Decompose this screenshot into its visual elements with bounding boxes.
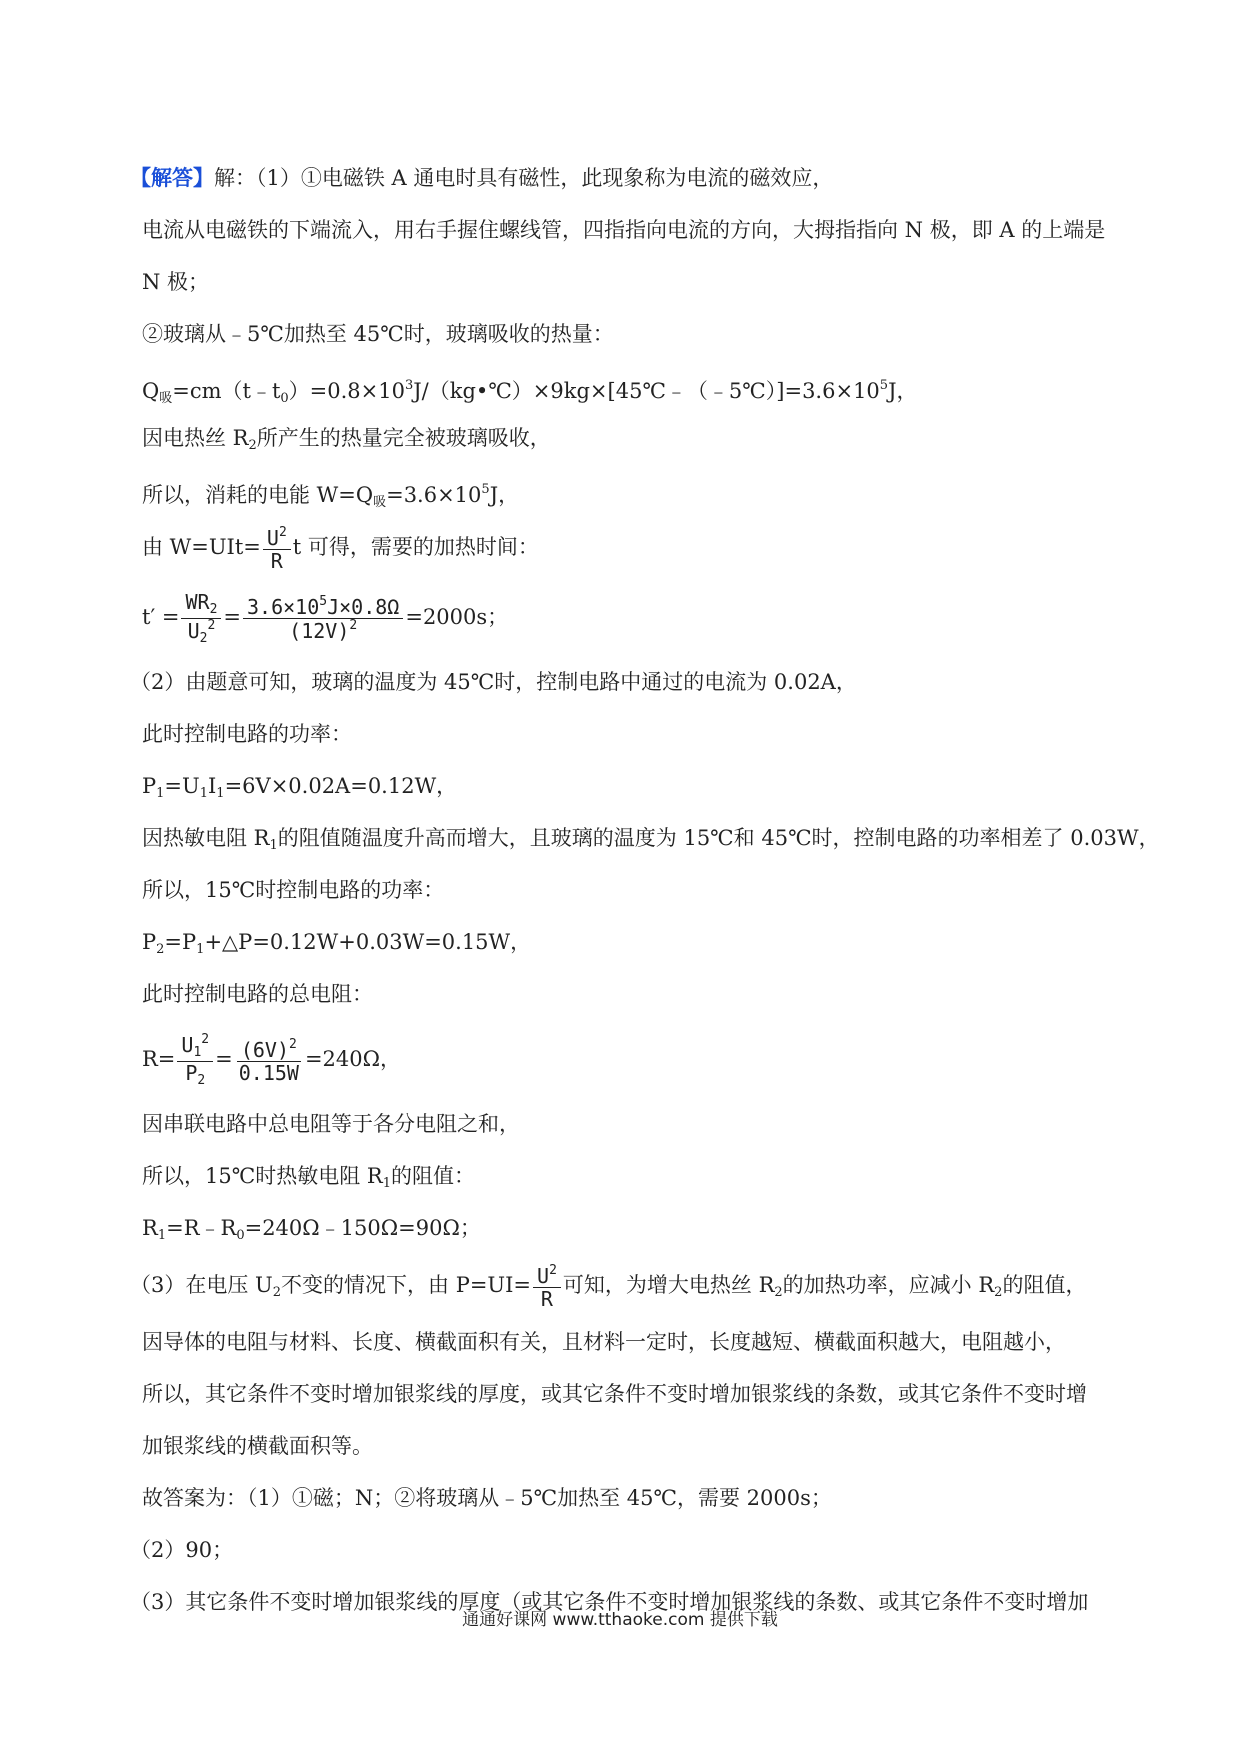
answer-summary-1: 故答案为：（1）①磁；N；②将玻璃从﹣5℃加热至 45℃，需要 2000s；	[142, 1486, 832, 1510]
solution-line-14: 所以，15℃时控制电路的功率：	[142, 878, 445, 902]
work-formula-line: 由 W=UIt= $\frac{U^2}{R}$ t 可得，需要的加热时间：	[142, 524, 539, 573]
solution-line-2: 电流从电磁铁的下端流入，用右手握住螺线管，四指指向电流的方向，大拇指指向 N 极，即 A 的上端是	[142, 218, 1106, 242]
solution-line-16: 此时控制电路的总电阻：	[142, 982, 373, 1006]
solution-line-13: 因热敏电阻 $R_1$的阻值随温度升高而增大，且玻璃的温度为 15℃和 45℃时，控制电路的功率相差了 0.03W，	[142, 826, 1160, 853]
solution-line-1: 【解答】解：（1）①电磁铁 A 通电时具有磁性，此现象称为电流的磁效应，	[130, 165, 834, 190]
solution-line-21: （3）在电压 $U_2$不变的情况下，由 P=UI= $\frac{U^2}{R}$ 可知，为增大电热丝 $R_2$的加热功率，应减小 $R_2$的阻值，	[130, 1262, 1087, 1311]
fraction-6v-sq-over-015w: $\frac{(6V)^2}{0.15W}$	[238, 1036, 299, 1085]
resistance-equation: R= $\frac{U_1^2}{P_2}$ = $\frac{(6V)^2}{0.15W}$ =240Ω，	[142, 1032, 402, 1088]
page-footer: 通通好课网 www.tthaoke.com 提供下载	[462, 1610, 778, 1630]
solution-line-19: 所以，15℃时热敏电阻 $R_1$的阻值：	[142, 1164, 475, 1191]
solution-line-7: 所以，消耗的电能 $W=Q_吸=3.6\times 10^5J$，	[142, 482, 520, 510]
solution-line-24: 加银浆线的横截面积等。	[142, 1434, 373, 1458]
answer-summary-2: （2）90；	[130, 1538, 234, 1562]
solution-line-4: ②玻璃从﹣5℃加热至 45℃时，玻璃吸收的热量：	[142, 322, 614, 346]
fraction-wr2-over-u2: $\frac{WR_2}{U_2^2}$	[181, 591, 221, 646]
fraction-u1sq-over-p2: $\frac{U_1^2}{P_2}$	[177, 1033, 213, 1088]
solution-line-23: 所以，其它条件不变时增加银浆线的厚度，或其它条件不变时增加银浆线的条数，或其它条件不变时增	[142, 1382, 1087, 1406]
time-equation: t′ = $\frac{WR_2}{U_2^2}$ = $\frac{3.6\times 10^5J\times 0.8\Omega}{(12V)^2}$ =2000s；	[142, 590, 509, 646]
solution-line-18: 因串联电路中总电阻等于各分电阻之和，	[142, 1112, 520, 1136]
fraction-u2-over-r: $\frac{U^2}{R}$	[263, 526, 291, 572]
r1-equation: $R_1=R﹣R_0=240\Omega﹣150\Omega=90\Omega$；	[142, 1216, 481, 1243]
answer-summary-3: （3）其它条件不变时增加银浆线的厚度（或其它条件不变时增加银浆线的条数、或其它条件不变时增加	[130, 1590, 1089, 1614]
solution-line-6: 因电热丝 $R_2$所产生的热量完全被玻璃吸收，	[142, 426, 551, 453]
solution-line-22: 因导体的电阻与材料、长度、横截面积有关，且材料一定时，长度越短、横截面积越大，电阻越小，	[142, 1330, 1066, 1354]
solution-line-3: N 极；	[142, 270, 210, 294]
solution-body	[130, 152, 1160, 1628]
fraction-energy-over-voltage: $\frac{3.6\times 10^5J\times 0.8\Omega}{(12V)^2}$	[243, 595, 403, 642]
fraction-u2-over-r-2: $\frac{U^2}{R}$	[533, 1264, 561, 1310]
solution-line-11: 此时控制电路的功率：	[142, 722, 352, 746]
solution-line-10: （2）由题意可知，玻璃的温度为 45℃时，控制电路中通过的电流为 0.02A，	[130, 670, 857, 694]
power-equation-1: $P_1=U_1I_1=6V\times 0.02A=0.12W$，	[142, 774, 458, 801]
power-equation-2: $P_2=P_1+\triangle P=0.12W+0.03W=0.15W$，	[142, 930, 532, 957]
heat-equation: $Q_吸=cm(t﹣t_0)=0.8\times 10^3J/(kg•℃)\times 9kg\times[45℃﹣(﹣5℃)]=3.6\times 10^5J$，	[142, 378, 918, 406]
answer-tag: 【解答】	[130, 165, 214, 190]
